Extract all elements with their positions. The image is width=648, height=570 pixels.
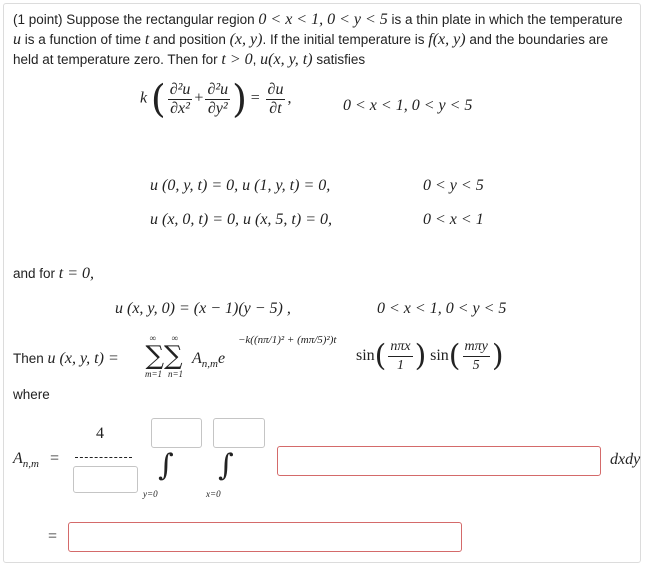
fraction-numerator: ∂u: [267, 80, 284, 98]
intro-text: . If the initial temperature is: [262, 32, 429, 47]
fraction-numerator: mπy: [463, 338, 490, 357]
sin2-argument: [463, 338, 490, 375]
u-math: u: [13, 31, 21, 48]
problem-statement: [13, 10, 623, 70]
fraction-denominator: ∂x²: [170, 99, 190, 117]
sum-upper-2: ∞: [171, 333, 179, 343]
coef-lhs: [13, 450, 60, 470]
double-sum: [142, 333, 186, 379]
fraction-denominator: ∂t: [269, 99, 282, 117]
d2u-dx2-fraction: [168, 81, 193, 118]
fraction-denominator: 1: [397, 358, 404, 373]
inner-lower-limit: x=0: [206, 489, 221, 499]
a-symbol: A: [13, 450, 23, 467]
right-paren: ): [232, 77, 247, 121]
fraction-numerator: ∂²u: [207, 80, 229, 98]
solution-lhs: u (x, y, t) =: [47, 350, 119, 367]
intro-text: ,: [252, 52, 261, 67]
coefficient-a: [192, 350, 225, 370]
t-math: t: [144, 31, 150, 48]
intro-text: is a thin plate in which the temperature: [387, 12, 623, 27]
integral-icon: ∫: [158, 448, 174, 483]
where-label: where: [13, 387, 50, 402]
intro-text: and position: [149, 32, 230, 47]
denominator-input[interactable]: [73, 466, 138, 493]
pde-domain: 0 < x < 1, 0 < y < 5: [343, 97, 473, 114]
intro-text: is a function of time: [21, 32, 145, 47]
fraction-denominator: 5: [472, 358, 480, 373]
f-math: f(x, y): [428, 31, 466, 48]
and-for-line: [13, 265, 94, 283]
tcond-math: t > 0: [221, 51, 253, 68]
equals-sign: =: [48, 528, 58, 545]
intro-text: satisfies: [312, 52, 366, 67]
intro-text: (1 point) Suppose the rectangular region: [13, 12, 259, 27]
sin1-argument: [388, 338, 412, 375]
then-text: Then: [13, 351, 48, 366]
sum-lower-2: n=1: [167, 369, 184, 379]
coef-numerator: 4: [96, 425, 104, 442]
plus-sign: +: [194, 89, 204, 107]
region-math: 0 < x < 1, 0 < y < 5: [258, 11, 388, 28]
xy-math: (x, y): [229, 31, 263, 48]
exponent: −k((nπ/1)² + (mπ/5)²)t: [238, 334, 337, 346]
sin-label: sin: [356, 347, 375, 365]
left-paren: (: [150, 77, 166, 121]
e-symbol: e: [217, 350, 226, 367]
inner-upper-limit-input[interactable]: [213, 418, 265, 448]
d2u-dy2-fraction: [205, 81, 230, 118]
a-subscript: n,m: [201, 358, 218, 371]
k-symbol: k: [140, 89, 148, 107]
intro-text: and the boundaries are held at temperature zero. Then for: [13, 32, 609, 67]
bc-line-1: u (0, y, t) = 0, u (1, y, t) = 0,: [150, 177, 331, 194]
a-symbol: A: [192, 350, 202, 367]
t-zero-math: t = 0,: [58, 265, 95, 282]
fraction-numerator: ∂²u: [169, 80, 191, 98]
solution-prefix: [13, 350, 119, 368]
uxyt-math: u(x, y, t): [260, 51, 313, 68]
equals-sign: =: [250, 89, 260, 107]
equals-sign: =: [48, 450, 60, 467]
initial-condition: u (x, y, 0) = (x − 1)(y − 5) ,: [115, 300, 291, 317]
outer-upper-limit-input[interactable]: [151, 418, 202, 448]
bc-line-2: u (x, 0, t) = 0, u (x, 5, t) = 0,: [150, 211, 332, 228]
integral-icon: ∫: [218, 448, 234, 483]
and-for-text: and for: [13, 266, 59, 281]
bc-condition-2: 0 < x < 1: [423, 211, 484, 228]
initial-domain: 0 < x < 1, 0 < y < 5: [377, 300, 507, 317]
sin-label: sin: [430, 347, 449, 365]
fraction-bar: [75, 457, 132, 458]
fraction-numerator: nπx: [388, 338, 412, 357]
final-answer-input[interactable]: [68, 522, 462, 552]
sum-upper-1: ∞: [149, 333, 157, 343]
pde-equation: k ( $\frac{\text{∂²u}}{\text{∂x²}}$ + $\frac{\text{∂²u}}{\text{∂y²}}$ ) = $\frac{\partial u}{\partial t}$ ,: [140, 77, 292, 121]
fraction-denominator: ∂y²: [207, 99, 228, 117]
a-subscript: n,m: [22, 458, 39, 471]
sigma-icon: ∑∑: [145, 341, 183, 371]
dxdy-label: dxdy: [610, 451, 641, 468]
sum-lower-1: m=1: [144, 369, 163, 379]
du-dt-fraction: [266, 81, 286, 118]
integrand-input[interactable]: [277, 446, 601, 476]
sine-terms: sin( $\frac{\text{nπx}}{1}$ ) sin( $\frac{\text{mπy}}{5}$ ): [356, 338, 504, 374]
bc-condition-1: 0 < y < 5: [423, 177, 484, 194]
outer-lower-limit: y=0: [143, 489, 158, 499]
